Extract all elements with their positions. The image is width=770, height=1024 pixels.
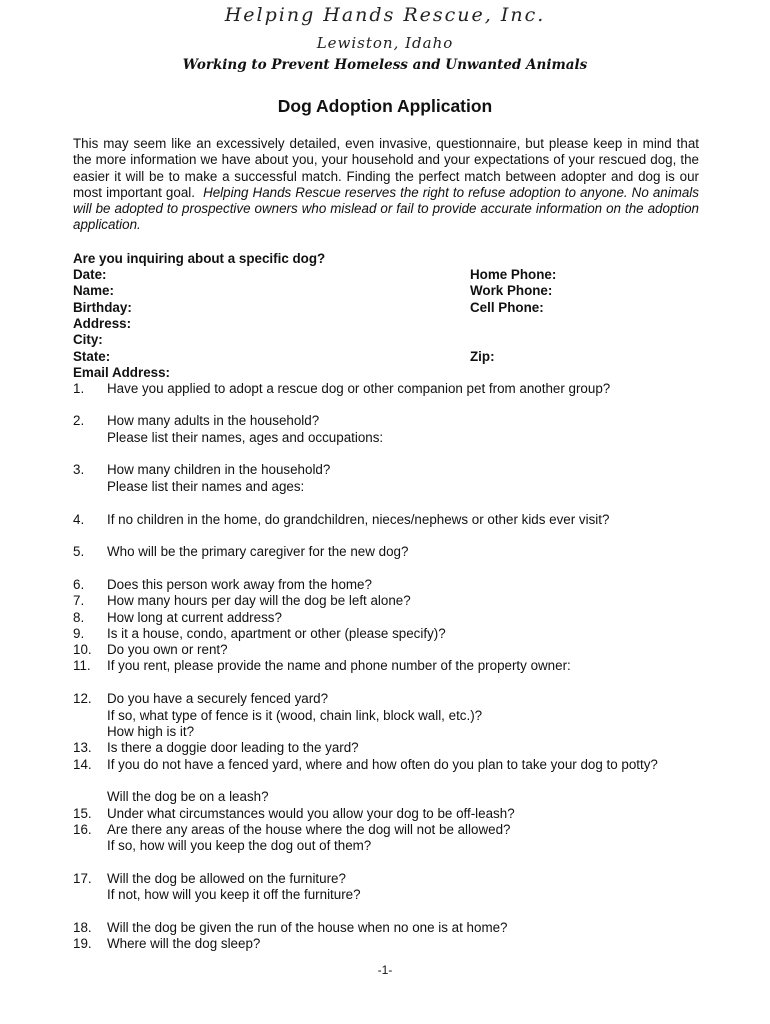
question-text: Will the dog be given the run of the house when no one is at home? (107, 920, 508, 935)
question-text: Have you applied to adopt a rescue dog or other companion pet from another group? (107, 381, 611, 396)
address-label: Address: (73, 316, 132, 331)
question-subtext: Please list their names and ages: (107, 479, 305, 494)
email-label: Email Address: (73, 365, 170, 380)
question-text: Are there any areas of the house where the dog will not be allowed? (107, 822, 511, 837)
question-text: Does this person work away from the home? (107, 577, 372, 592)
intro-italic-text: Helping Hands Rescue reserves the right to refuse adoption to anyone. No animals will be adopted to prospective owners who mislead or fail to provide accurate information on the adoption application. (73, 184, 699, 233)
question-number: 10. (73, 642, 92, 657)
question-text: How long at current address? (107, 610, 282, 625)
zip-label: Zip: (470, 349, 495, 364)
question-text: If you do not have a fenced yard, where and how often do you plan to take your dog to potty? (107, 757, 658, 772)
date-label: Date: (73, 267, 107, 282)
question-number: 18. (73, 920, 92, 935)
question-subtext: If not, how will you keep it off the furniture? (107, 887, 361, 902)
question-text: Where will the dog sleep? (107, 936, 261, 951)
cell-phone-label: Cell Phone: (470, 300, 544, 315)
question-number: 15. (73, 806, 92, 821)
question-number: 9. (73, 626, 85, 641)
intro-plain-text: This may seem like an excessively detailed, even invasive, questionnaire, but please keep in mind that the more information we have about you, your household and your expectations of your rescued dog, the easier it will be to make a successful match. Finding the perfect match between adopter and dog is our most important goal. (73, 136, 699, 200)
work-phone-label: Work Phone: (470, 283, 553, 298)
question-number: 11. (73, 658, 91, 673)
city-label: City: (73, 332, 103, 347)
state-label: State: (73, 349, 111, 364)
inquiry-label: Are you inquiring about a specific dog? (73, 251, 326, 266)
question-number: 12. (73, 691, 92, 706)
question-number: 4. (73, 512, 85, 527)
question-number: 6. (73, 577, 85, 592)
question-text: How many hours per day will the dog be left alone? (107, 593, 411, 608)
question-number: 2. (73, 413, 85, 428)
question-text: If no children in the home, do grandchildren, nieces/nephews or other kids ever visit? (107, 512, 610, 527)
question-number: 19. (73, 936, 92, 951)
question-number: 17. (73, 871, 92, 886)
intro-paragraph (73, 136, 699, 234)
organization-name: Helping Hands Rescue, Inc. (224, 4, 546, 26)
question-text: Is it a house, condo, apartment or other (please specify)? (107, 626, 446, 641)
question-number: 13. (73, 740, 92, 755)
question-text: How many adults in the household? (107, 413, 320, 428)
question-number: 8. (73, 610, 85, 625)
question-subtext: Will the dog be on a leash? (107, 789, 269, 804)
organization-location: Lewiston, Idaho (316, 34, 454, 52)
question-number: 1. (73, 381, 85, 396)
question-number: 5. (73, 544, 85, 559)
question-text: Will the dog be allowed on the furniture? (107, 871, 346, 886)
question-text: Is there a doggie door leading to the yard? (107, 740, 359, 755)
organization-tagline: Working to Prevent Homeless and Unwanted Animals (182, 57, 588, 73)
document-title: Dog Adoption Application (277, 96, 493, 116)
birthday-label: Birthday: (73, 300, 132, 315)
question-number: 16. (73, 822, 92, 837)
question-number: 3. (73, 462, 85, 477)
question-text: Do you have a securely fenced yard? (107, 691, 329, 706)
name-label: Name: (73, 283, 114, 298)
question-number: 14. (73, 757, 92, 772)
question-text: How many children in the household? (107, 462, 331, 477)
home-phone-label: Home Phone: (470, 267, 557, 282)
question-subtext: How high is it? (107, 724, 195, 739)
question-subtext: If so, how will you keep the dog out of them? (107, 838, 372, 853)
question-subtext: If so, what type of fence is it (wood, chain link, block wall, etc.)? (107, 708, 483, 723)
question-text: Who will be the primary caregiver for the new dog? (107, 544, 409, 559)
question-text: If you rent, please provide the name and phone number of the property owner: (107, 658, 571, 673)
question-text: Under what circumstances would you allow your dog to be off-leash? (107, 806, 515, 821)
question-subtext: Please list their names, ages and occupations: (107, 430, 384, 445)
page-number: -1- (377, 963, 393, 977)
question-number: 7. (73, 593, 85, 608)
question-text: Do you own or rent? (107, 642, 228, 657)
